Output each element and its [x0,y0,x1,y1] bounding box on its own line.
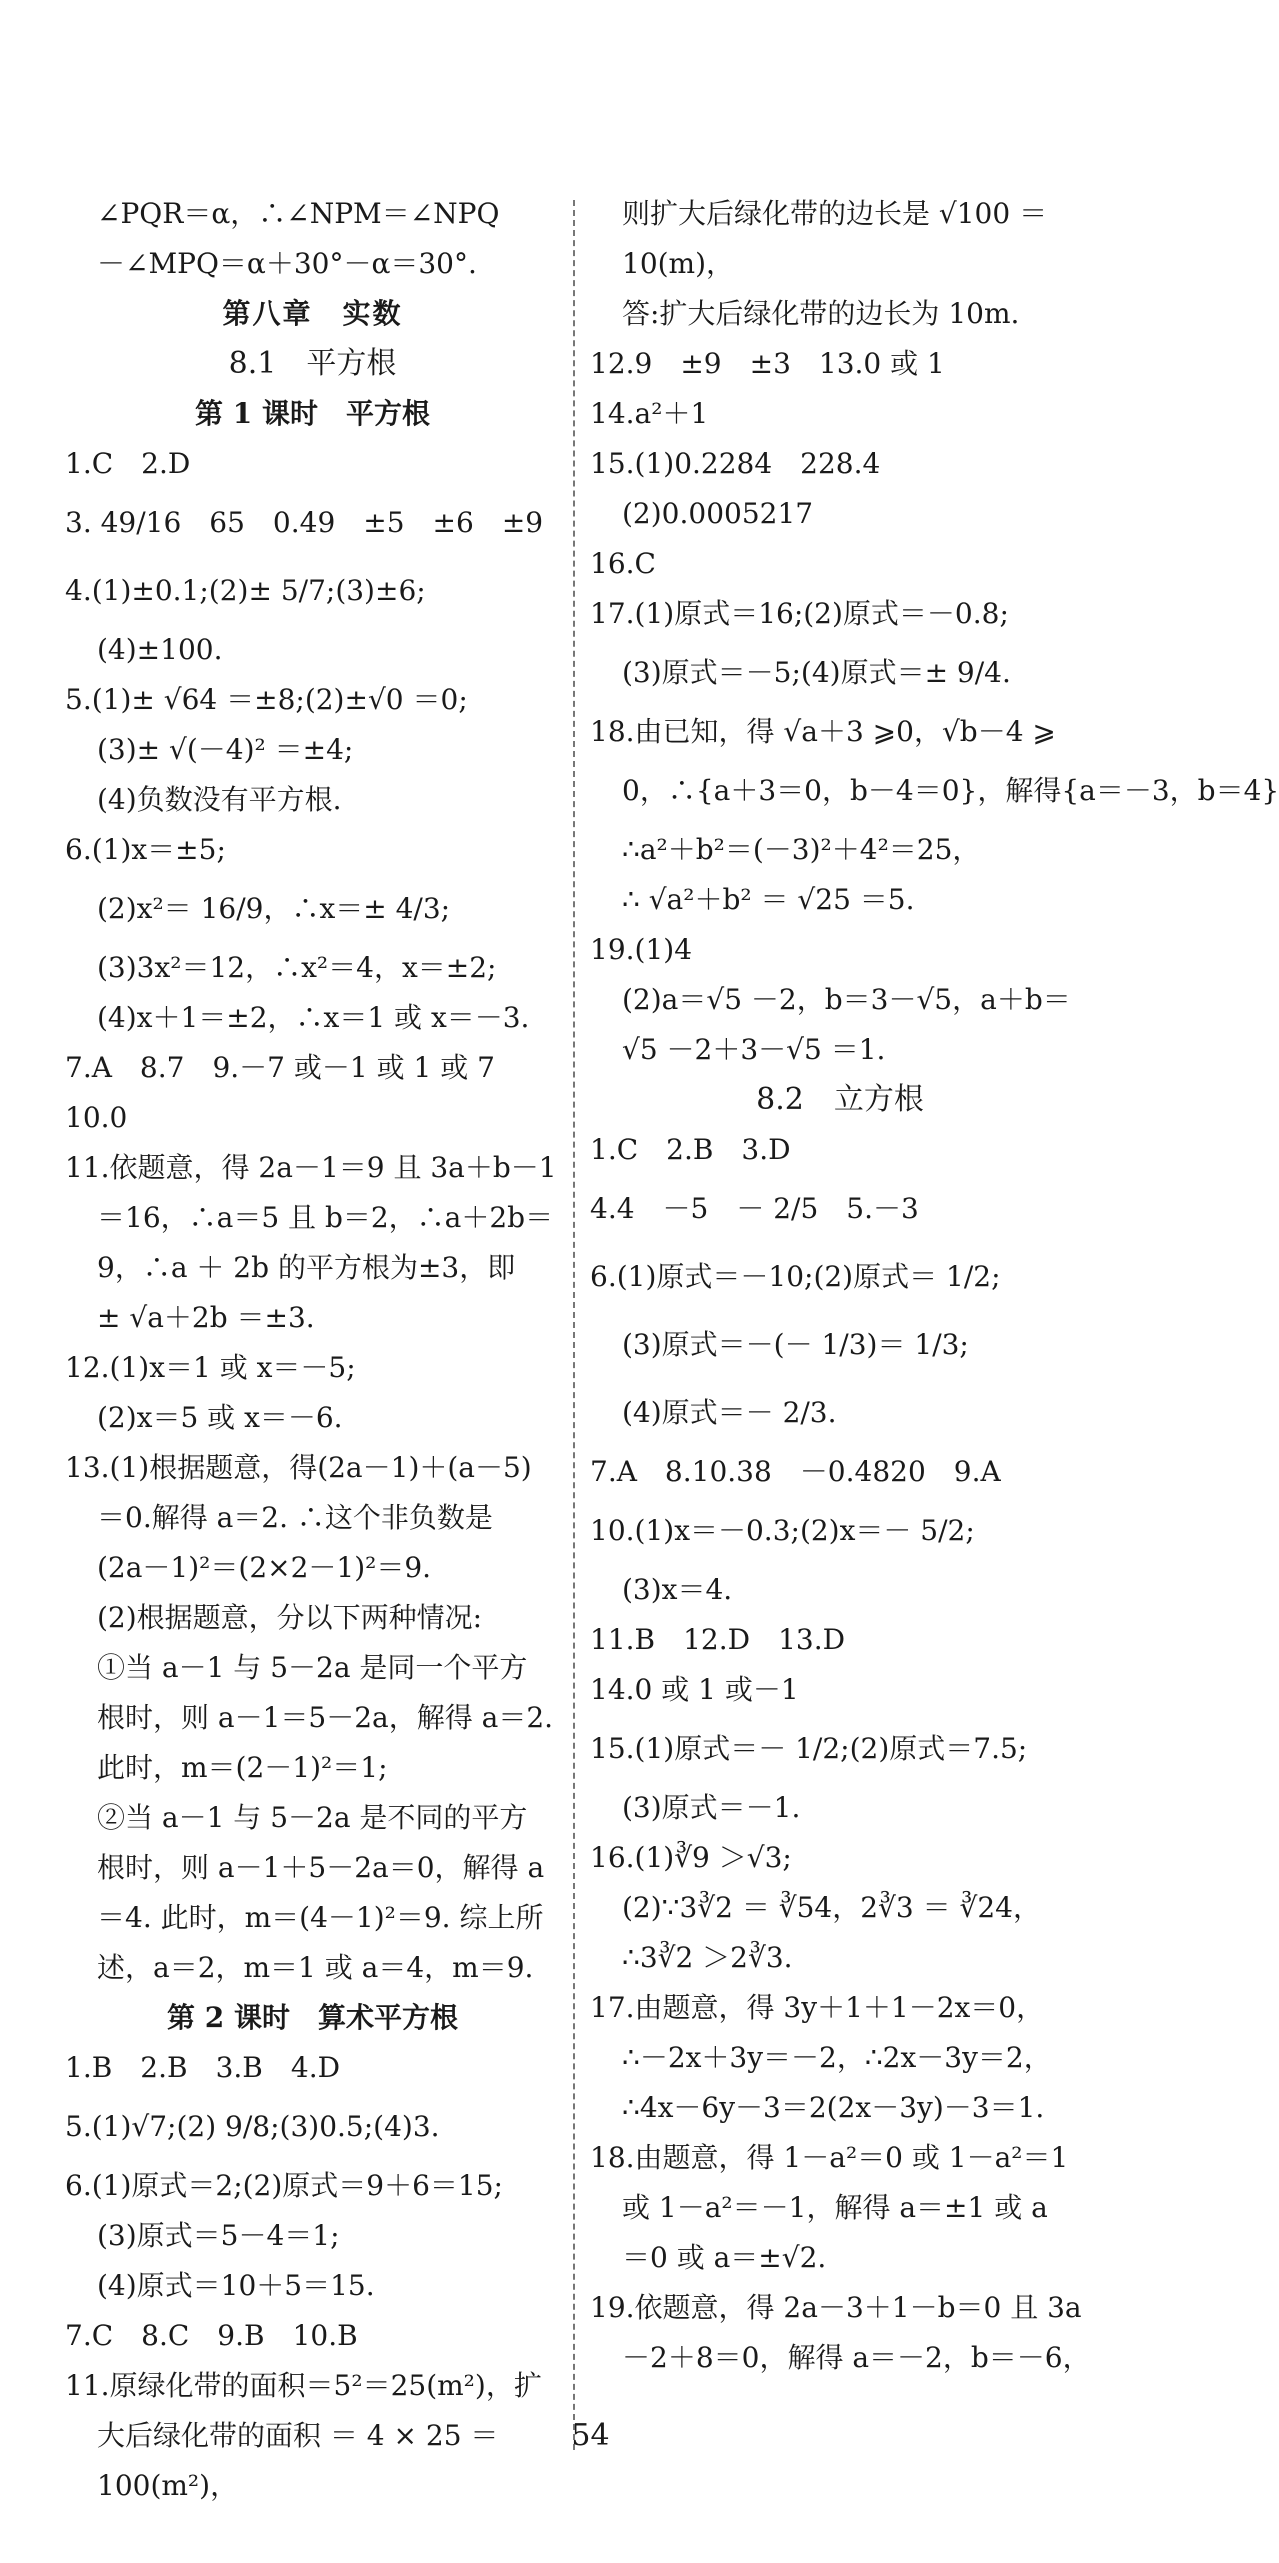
page-number: 54 [571,2418,610,2453]
answer-line: 12.9 ±9 ±3 13.0 或 1 [590,347,945,380]
answer-line: ∴－2x＋3y＝－2，∴2x－3y＝2， [622,2041,1052,2074]
answer-line: 3. 49/16 65 0.49 ±5 ±6 ±9 [65,506,544,539]
answer-line: ＝4. 此时，m＝(4－1)²＝9. 综上所 [97,1901,544,1934]
answer-line: 6.(1)原式＝2;(2)原式＝9＋6＝15; [65,2169,503,2202]
answer-line: ＝16，∴a＝5 且 b＝2，∴a＋2b＝ [97,1201,554,1234]
answer-line: 9，∴a ＋ 2b 的平方根为±3，即 [97,1251,516,1284]
answer-line: 此时，m＝(2－1)²＝1; [97,1751,388,1784]
answer-line: 1.C 2.B 3.D [590,1133,791,1166]
answer-line: 10(m)， [622,247,735,280]
answer-line: 5.(1)√7;(2) 9/8;(3)0.5;(4)3. [65,2110,440,2143]
answer-line: (4)±100. [97,633,223,666]
answer-line: (4)负数没有平方根. [97,783,342,816]
column-divider [573,200,575,2450]
answer-line: 11.B 12.D 13.D [590,1623,846,1656]
answer-line: 8.1 平方根 [228,346,397,381]
answer-line: 4.4 －5 － 2/5 5.－3 [590,1192,919,1225]
answer-line: ∠PQR＝α，∴∠NPM＝∠NPQ [97,197,500,230]
left-column [65,195,560,2517]
answer-line: 根时，则 a－1＋5－2a＝0，解得 a [97,1851,545,1884]
answer-line: (2)x²＝ 16/9，∴x＝± 4/3; [97,892,451,925]
answer-line: 述，a＝2，m＝1 或 a＝4，m＝9. [97,1951,534,1984]
answer-line: ＝0.解得 a＝2. ∴这个非负数是 [97,1501,493,1534]
answer-line: (3)3x²＝12，∴x²＝4，x＝±2; [97,951,497,984]
answer-line: 0，∴{a＋3＝0，b－4＝0}，解得{a＝－3，b＝4} [622,774,1279,807]
answer-line: (3)原式＝5－4＝1; [97,2219,340,2252]
answer-line: ∴a²＋b²＝(－3)²＋4²＝25， [622,833,981,866]
answer-line: 14.a²＋1 [590,397,709,430]
answer-line: 6.(1)原式＝－10;(2)原式＝ 1/2; [590,1260,1001,1293]
answer-line: －2＋8＝0，解得 a＝－2，b＝－6， [622,2341,1091,2374]
answer-line: －∠MPQ＝α＋30°－α＝30°. [97,247,477,280]
answer-line: 15.(1)原式＝－ 1/2;(2)原式＝7.5; [590,1732,1028,1765]
answer-line: 第 1 课时 平方根 [195,397,430,430]
answer-line: √5 －2＋3－√5 ＝1. [622,1033,886,1066]
answer-line: (2a－1)²＝(2×2－1)²＝9. [97,1551,432,1584]
answer-line: 18.由已知，得 √a＋3 ⩾0，√b－4 ⩾ [590,715,1056,748]
answer-line: 第 2 课时 算术平方根 [167,2001,458,2034]
answer-line: 大后绿化带的面积 ＝ 4 × 25 ＝ [97,2419,499,2452]
answer-line: 第八章 实数 [222,297,403,330]
answer-line: (3)原式＝－1. [622,1791,801,1824]
answer-line: 10.(1)x＝－0.3;(2)x＝－ 5/2; [590,1514,975,1547]
answer-line: 1.B 2.B 3.B 4.D [65,2051,341,2084]
answer-line: 1.C 2.D [65,447,191,480]
right-column [590,195,1279,2389]
answer-line: 根时，则 a－1＝5－2a，解得 a＝2. [97,1701,554,1734]
answer-line: 11.原绿化带的面积＝5²＝25(m²)，扩 [65,2369,542,2402]
answer-line: 6.(1)x＝±5; [65,833,226,866]
answer-line: ①当 a－1 与 5－2a 是同一个平方 [97,1651,528,1684]
answer-line: (2)a＝√5 －2，b＝3－√5，a＋b＝ [622,983,1071,1016]
answer-line: ∴ √a²＋b² ＝ √25 ＝5. [622,883,915,916]
answer-line: 13.(1)根据题意，得(2a－1)＋(a－5) [65,1451,532,1484]
answer-line: 5.(1)± √64 ＝±8;(2)±√0 ＝0; [65,683,468,716]
answer-line: 7.A 8.10.38 －0.4820 9.A [590,1455,1001,1488]
answer-line: 15.(1)0.2284 228.4 [590,447,881,480]
answer-line: 7.C 8.C 9.B 10.B [65,2319,358,2352]
answer-line: 18.由题意，得 1－a²＝0 或 1－a²＝1 [590,2141,1069,2174]
answer-line: 8.2 立方根 [756,1082,924,1117]
answer-line: 答:扩大后绿化带的边长为 10m. [622,297,1020,330]
answer-line: 则扩大后绿化带的边长是 √100 ＝ [622,197,1048,230]
answer-line: (2)x＝5 或 x＝－6. [97,1401,343,1434]
answer-line: (4)原式＝－ 2/3. [622,1396,837,1429]
answer-line: 或 1－a²＝－1，解得 a＝±1 或 a [622,2191,1048,2224]
answer-line: ± √a＋2b ＝±3. [97,1301,315,1334]
answer-line: (3)x＝4. [622,1573,733,1606]
answer-line: 16.(1)∛9 ＞√3; [590,1841,792,1874]
answer-line: 17.由题意，得 3y＋1＋1－2x＝0， [590,1991,1045,2024]
answer-line: 10.0 [65,1101,128,1134]
answer-line: 100(m²)， [97,2469,239,2502]
answer-line: ＝0 或 a＝±√2. [622,2241,827,2274]
answer-line: 14.0 或 1 或－1 [590,1673,799,1706]
answer-line: (3)± √(－4)² ＝±4; [97,733,354,766]
answer-line: 11.依题意，得 2a－1＝9 且 3a＋b－1 [65,1151,557,1184]
answer-line: ②当 a－1 与 5－2a 是不同的平方 [97,1801,528,1834]
answer-line: 12.(1)x＝1 或 x＝－5; [65,1351,356,1384]
answer-line: 17.(1)原式＝16;(2)原式＝－0.8; [590,597,1009,630]
answer-line: (4)x＋1＝±2，∴x＝1 或 x＝－3. [97,1001,530,1034]
answer-line: 16.C [590,547,656,580]
answer-line: ∴4x－6y－3＝2(2x－3y)－3＝1. [622,2091,1045,2124]
answer-line: 7.A 8.7 9.－7 或－1 或 1 或 7 [65,1051,495,1084]
answer-line: (2)∵3∛2 ＝ ∛54，2∛3 ＝ ∛24， [622,1891,1041,1924]
answer-line: 19.(1)4 [590,933,693,966]
answer-line: 19.依题意，得 2a－3＋1－b＝0 且 3a [590,2291,1082,2324]
answer-line: (4)原式＝10＋5＝15. [97,2269,375,2302]
answer-line: (3)原式＝－5;(4)原式＝± 9/4. [622,656,1011,689]
answer-line: (2)0.0005217 [622,497,814,530]
answer-line: ∴3∛2 ＞2∛3. [622,1941,793,1974]
answer-line: (3)原式＝－(－ 1/3)＝ 1/3; [622,1328,969,1361]
answer-line: 4.(1)±0.1;(2)± 5/7;(3)±6; [65,574,426,607]
answer-line: (2)根据题意，分以下两种情况: [97,1601,483,1634]
